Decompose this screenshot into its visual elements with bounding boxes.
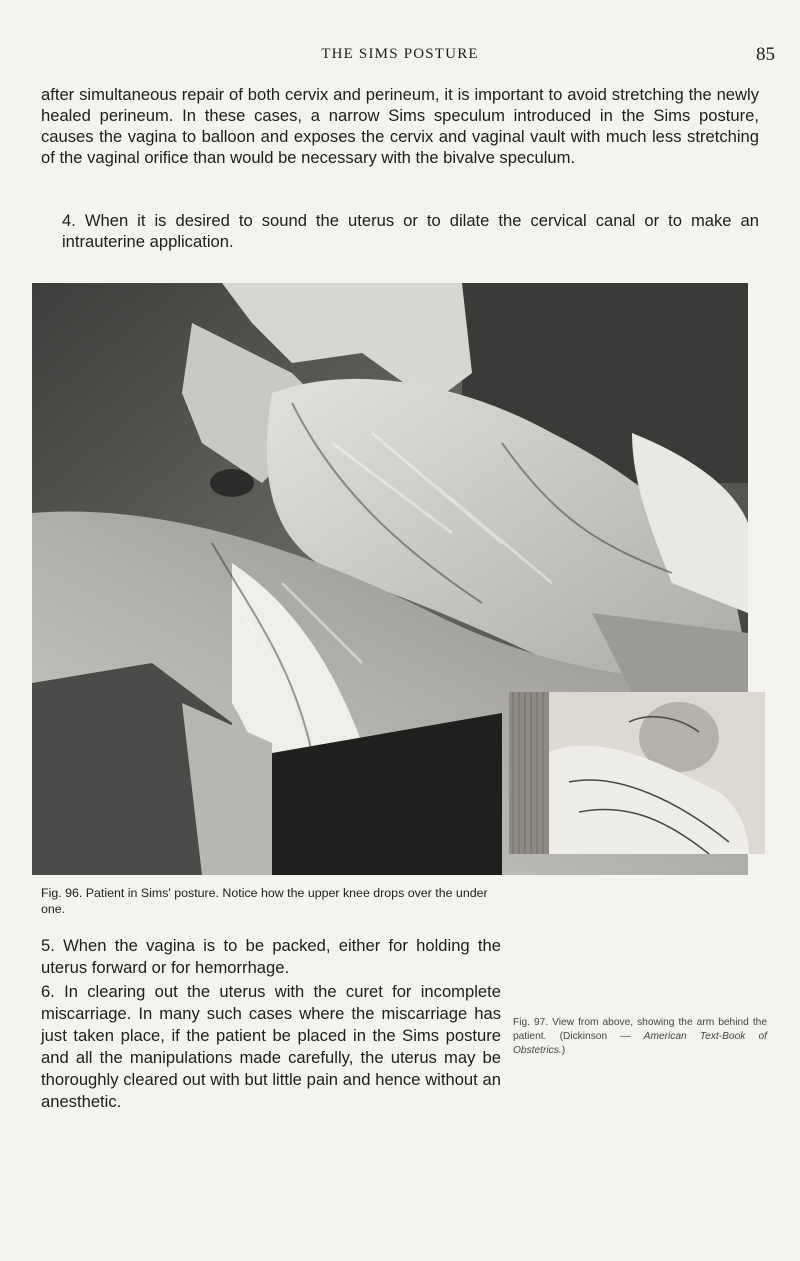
figure-97-caption-source: American Text-Book of Obstetrics.: [513, 1031, 767, 1056]
page-number: 85: [756, 44, 775, 65]
paragraph-item-6: 6. In clearing out the uterus with the curet for incomplete miscarriage. In many such cases where the miscarriage has just taken place, if the patient be placed in the Sims posture and all the manipulations made carefully, the uterus may be thoroughly cleared out with but little pain and hence without an anesthetic.: [41, 982, 501, 1111]
paragraph-item-4: 4. When it is desired to sound the uterus or to dilate the cervical canal or to make an intrauterine application.: [62, 211, 759, 251]
paragraph-item-5: 5. When the vagina is to be packed, either for holding the uterus forward or for hemorrhage.: [41, 936, 501, 977]
figure-96-caption: Fig. 96. Patient in Sims' posture. Notice how the upper knee drops over the under one.: [41, 886, 488, 916]
figure-97-caption-close: ): [561, 1045, 566, 1056]
figure-97-image: [509, 692, 765, 854]
paragraph-continuation: after simultaneous repair of both cervix and perineum, it is important to avoid stretching the newly healed perineum. In these cases, a narrow Sims speculum introduced in the Sims posture, causes the vagina to balloon and exposes the cervix and vaginal vault with much less stretching of the vaginal orifice than would be necessary with the bivalve speculum.: [41, 85, 759, 167]
figure-97-caption-text: Fig. 97. View from above, showing the arm behind the patient. (Dickinson —: [513, 1017, 767, 1042]
running-head: THE SIMS POSTURE: [321, 46, 479, 62]
figure-97-caption: [513, 1016, 767, 1058]
figure-97-drawing: [509, 692, 765, 854]
